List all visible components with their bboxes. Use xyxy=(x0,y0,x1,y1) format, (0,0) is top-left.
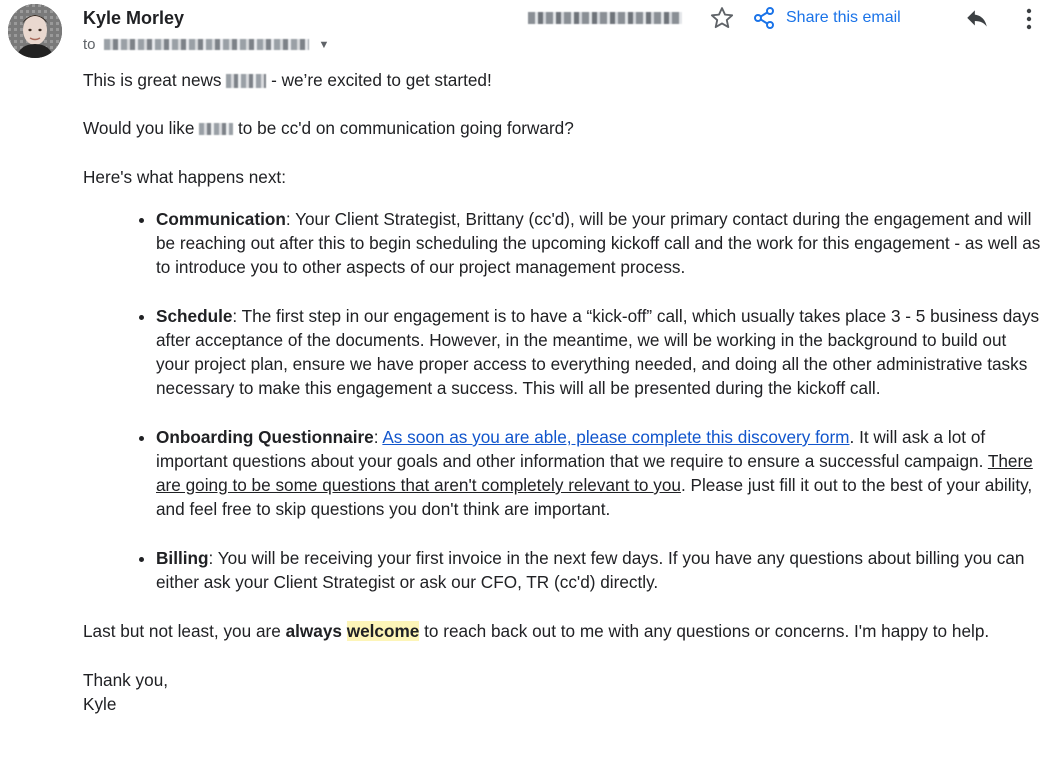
list-item: • Schedule: The first step in our engagement is to have a “kick-off” call, which usually takes place 3 - 5 business days after acceptance of the documents. However, in the meantime, we will be working in the background to build out your project plan, ensure we have proper access to everything needed, and doing all the other administrative tasks necessary to make this engagement a success. This will all be presented during the kickoff call. xyxy=(156,304,1043,400)
name-redacted xyxy=(199,123,233,135)
email-body xyxy=(83,68,1043,716)
discovery-form-link[interactable]: As soon as you are able, please complete this discovery form xyxy=(382,427,850,447)
avatar[interactable] xyxy=(8,4,62,58)
greeting-paragraph: This is great news - we’re excited to get started! xyxy=(83,70,492,90)
list-item: • Communication: Your Client Strategist, Brittany (cc'd), will be your primary contact during the engagement and will be reaching out after this to begin scheduling the upcoming kickoff call and the work for this engagement - as well as to introduce you to other aspects of our project management process. xyxy=(156,207,1043,279)
sender-name: Kyle Morley xyxy=(83,8,185,28)
recipients-redacted xyxy=(104,39,309,50)
chevron-down-icon[interactable]: ▼ xyxy=(318,38,330,51)
next-steps-list xyxy=(83,207,1043,594)
to-label: to xyxy=(83,36,96,53)
signoff: Thank you, xyxy=(83,670,169,690)
share-email-button[interactable] xyxy=(752,6,901,30)
signature: Kyle xyxy=(83,694,117,714)
closing-paragraph: Last but not least, you are always welcome to reach back out to me with any questions or concerns. I'm happy to help. xyxy=(83,621,990,641)
next-steps-intro: Here's what happens next: xyxy=(83,167,286,187)
share-icon xyxy=(752,6,776,30)
date-redacted xyxy=(528,12,682,24)
star-outline-icon[interactable] xyxy=(708,4,736,32)
reply-icon[interactable] xyxy=(962,6,992,32)
avatar-photo xyxy=(8,4,62,58)
list-item: • Billing: You will be receiving your first invoice in the next few days. If you have any questions about billing you can either ask your Client Strategist or ask our CFO, TR (cc'd) directly. xyxy=(156,546,1043,594)
more-vert-icon[interactable] xyxy=(1019,6,1039,32)
recipients-line xyxy=(83,36,329,53)
list-item: • Onboarding Questionnaire: As soon as you are able, please complete this discovery form. It will ask a lot of important questions about your goals and other information that we require to ensure a successful campaign. There are going to be some questions that aren't completely relevant to you. Please just fill it out to the best of your ability, and feel free to skip questions you don't think are important. xyxy=(156,425,1043,521)
cc-question-paragraph: Would you like to be cc'd on communication going forward? xyxy=(83,118,574,138)
name-redacted xyxy=(226,74,266,88)
share-email-label: Share this email xyxy=(786,9,901,26)
